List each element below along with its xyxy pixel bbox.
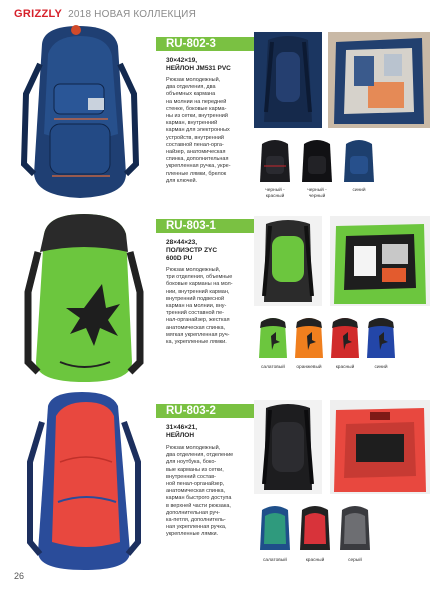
- color-label: салатовый: [261, 365, 285, 370]
- description-line: укрепленная ручка, укре-: [166, 163, 231, 170]
- description-line: ка, укрепленные лямки.: [166, 339, 227, 346]
- description-line: укрепленные лямки.: [166, 531, 219, 538]
- description-line: тренний составной пе-: [166, 310, 225, 317]
- dimensions-material: [166, 57, 248, 73]
- color-thumb-grey: [336, 502, 374, 554]
- description-line: карман, внутренний: [166, 120, 218, 127]
- product-ru-802-3: [0, 24, 443, 204]
- back-view-photo: [254, 216, 322, 306]
- description-line: карман для электронных: [166, 127, 230, 134]
- color-label: красный: [305, 558, 325, 563]
- color-thumb-black-red: [256, 136, 294, 186]
- description-line: два отделения, отделение: [166, 452, 234, 459]
- description-line: Рюкзак молодежный,: [166, 445, 221, 451]
- product-description: [166, 77, 250, 185]
- description-line: на молнии на передней: [166, 98, 227, 105]
- product-description: [166, 267, 250, 346]
- product-ru-803-1: [0, 212, 443, 382]
- description-line: устройств, внутренний: [166, 134, 224, 141]
- color-label: красный: [335, 365, 355, 370]
- color-thumb-red: [328, 314, 362, 362]
- backpack-red-blue-image: [20, 392, 150, 572]
- product-ru-803-2: [0, 392, 443, 572]
- description-line: вые карманы из сетки,: [166, 466, 224, 473]
- collection-title: 2018 НОВАЯ КОЛЛЕКЦИЯ: [68, 9, 196, 20]
- dimensions: 31×46×21,: [166, 424, 198, 431]
- description-line: Рюкзак молодежный,: [166, 77, 221, 83]
- material: ПОЛИЭСТР ZYC 600D PU: [166, 247, 218, 262]
- color-label: черный - черный: [307, 188, 327, 199]
- page-number: 26: [14, 571, 25, 581]
- description-line: ны из сетки, внутренний: [166, 113, 228, 120]
- color-thumb-red: [296, 502, 334, 554]
- brand-logo: GRIZZLY: [14, 8, 63, 20]
- description-line: три отделения, объемные: [166, 274, 233, 281]
- description-line: ной пенал-органайзер,: [166, 481, 225, 488]
- color-label: салатовый: [263, 558, 287, 563]
- backpack-green-image: [20, 212, 150, 384]
- material: НЕЙЛОН: [166, 432, 195, 439]
- color-thumb-blue: [364, 314, 398, 362]
- description-line: ка-петля, дополнитель-: [166, 517, 226, 524]
- model-code: RU-803-1: [156, 219, 258, 233]
- interior-photo: [330, 400, 430, 494]
- color-thumb-black-black: [298, 136, 336, 186]
- description-line: объемных кармана: [166, 91, 216, 98]
- model-code: RU-803-2: [156, 404, 258, 418]
- description-line: внутренний подвесной: [166, 295, 225, 302]
- color-label: синий: [352, 188, 366, 193]
- interior-photo: [328, 32, 430, 128]
- material: НЕЙЛОН JM531 PVC: [166, 65, 231, 72]
- description-line: в верхней части рюкзака,: [166, 502, 231, 509]
- color-thumb-teal-blue: [256, 502, 294, 554]
- description-line: Рюкзак молодежный,: [166, 267, 221, 273]
- description-line: анатомическая спинка,: [166, 324, 226, 331]
- backpack-blue-image: [14, 24, 144, 204]
- dimensions: 28×44×23,: [166, 239, 198, 246]
- color-thumb-lightgreen: [256, 314, 290, 362]
- description-line: два отделения, два: [166, 84, 216, 91]
- color-thumb-orange: [292, 314, 326, 362]
- description-line: дополнительная руч-: [166, 509, 220, 516]
- interior-photo: [330, 216, 430, 306]
- color-label: черный - красный: [265, 188, 285, 199]
- description-line: ная укрепленная ручка,: [166, 524, 227, 531]
- description-line: карман на молнии, вну-: [166, 303, 227, 310]
- description-line: для ключей.: [166, 177, 198, 184]
- color-label: серый: [348, 558, 362, 563]
- description-line: карман быстрого доступа: [166, 495, 232, 502]
- dimensions-material: [166, 424, 248, 440]
- model-code: RU-802-3: [156, 37, 258, 51]
- description-line: нии, внутренний карман,: [166, 288, 230, 295]
- description-line: найзер, анатомическая: [166, 149, 226, 156]
- description-line: мягкая укрепленная руч-: [166, 331, 230, 338]
- description-line: пленные лямки, брелок: [166, 170, 227, 177]
- description-line: нал-органайзер, жесткая: [166, 317, 230, 324]
- color-label: синий: [374, 365, 388, 370]
- description-line: анатомическая спинка,: [166, 488, 226, 495]
- description-line: внутренний состав-: [166, 473, 216, 480]
- dimensions-material: [166, 239, 248, 263]
- description-line: боковые карманы на мол-: [166, 281, 233, 288]
- description-line: стенке, боковые карма-: [166, 105, 227, 112]
- dimensions: 30×42×19,: [166, 57, 198, 64]
- color-thumb-blue: [340, 136, 378, 186]
- color-label: оранжевый: [296, 365, 322, 370]
- back-view-photo: [254, 400, 322, 494]
- product-description: [166, 445, 250, 539]
- description-line: составной пенал-орга-: [166, 141, 224, 148]
- description-line: для ноутбука, боко-: [166, 459, 217, 466]
- description-line: спинка, дополнительная: [166, 156, 229, 163]
- back-view-photo: [254, 32, 322, 128]
- page-header: [14, 8, 196, 20]
